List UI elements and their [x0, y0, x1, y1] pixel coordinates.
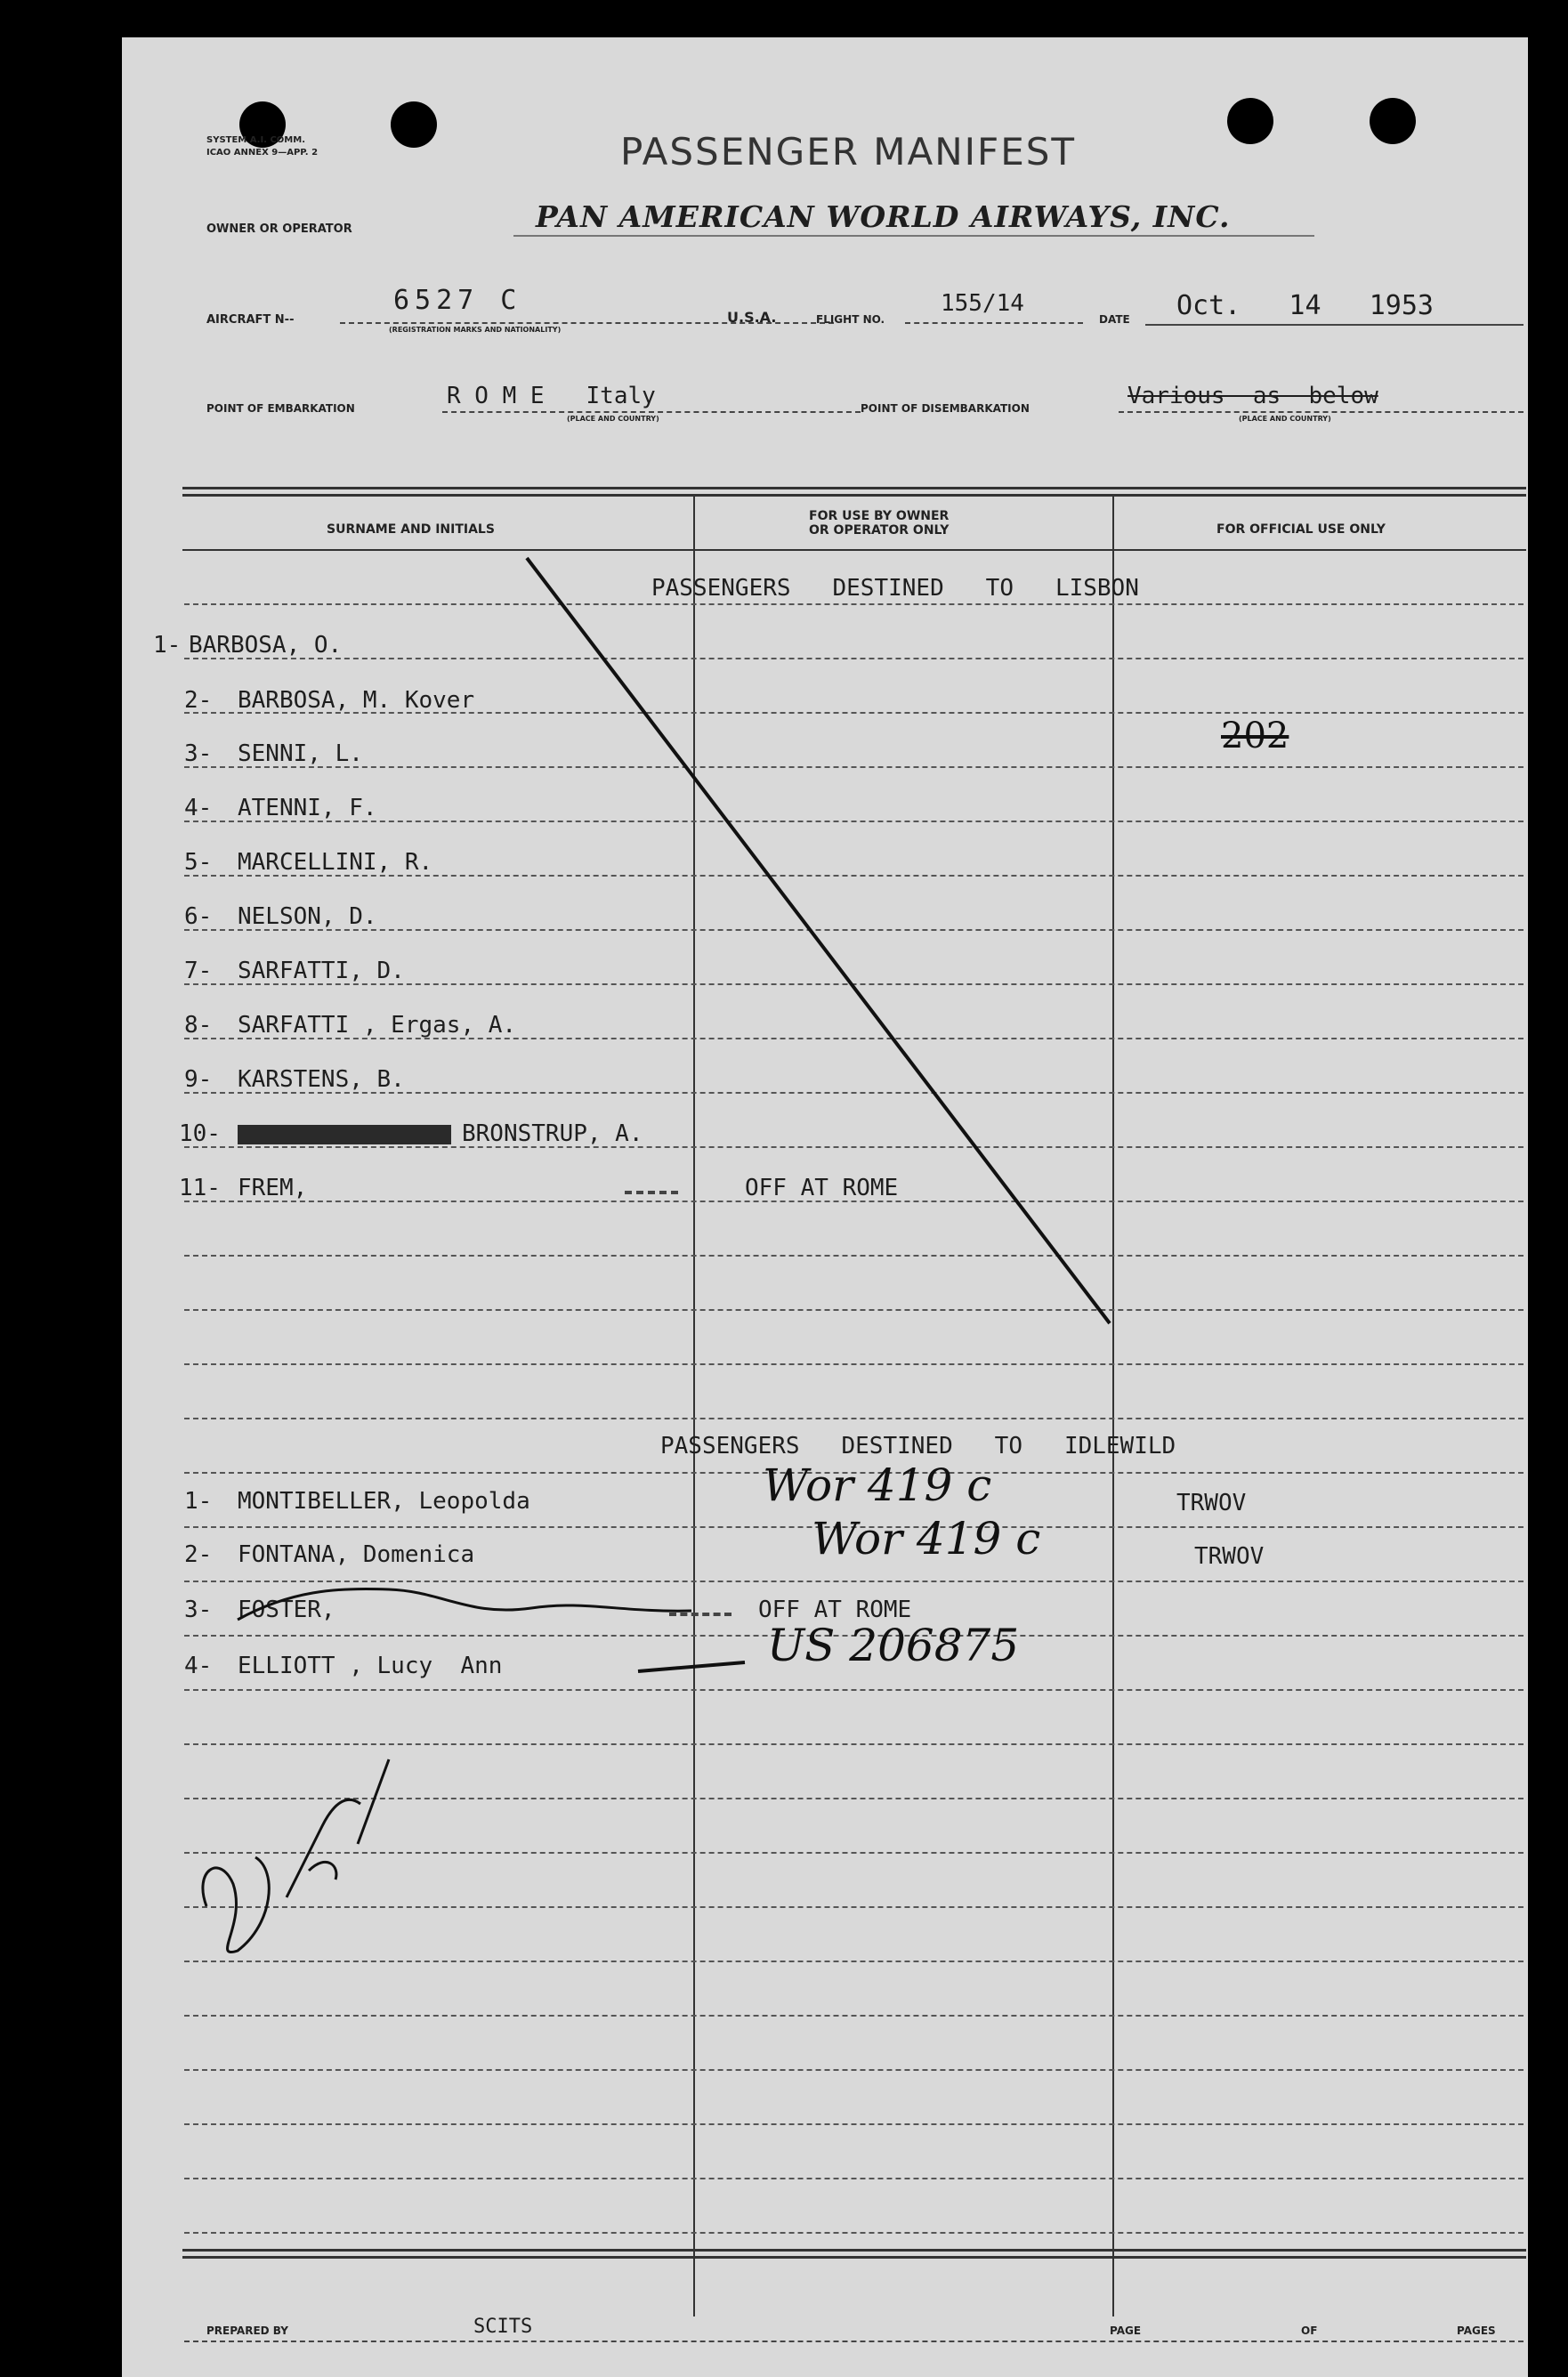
passenger-name: ELLIOTT , Lucy Ann — [238, 1653, 503, 1679]
passenger-num: 1- — [184, 1488, 213, 1515]
manifest-sheet — [122, 37, 1528, 2377]
owner-entry: Wor 419 c — [812, 1513, 1041, 1564]
disembark-value: Various as below — [1128, 383, 1378, 409]
passenger-num: 3- — [184, 1597, 213, 1623]
of-label: OF — [1301, 2324, 1318, 2337]
prepared-label: PREPARED BY — [206, 2324, 288, 2337]
passenger-num: 9- — [184, 1066, 213, 1093]
strike-through-line — [238, 1589, 691, 1620]
date-value: Oct. 14 1953 — [1176, 290, 1434, 321]
passenger-num: 4- — [184, 1653, 213, 1679]
passenger-num: 3- — [184, 740, 213, 767]
flight-label: FLIGHT NO. — [816, 313, 885, 326]
passenger-name: BARBOSA, O. — [189, 632, 343, 659]
passenger-num: 7- — [184, 958, 213, 984]
form-ref-1: SYSTEM A.I. COMM. — [206, 135, 305, 145]
registration-caption: (REGISTRATION MARKS AND NATIONALITY) — [389, 326, 562, 334]
passenger-name: BARBOSA, M. Kover — [238, 687, 475, 714]
place-caption-1: (PLACE AND COUNTRY) — [567, 415, 659, 423]
passenger-name: BRONSTRUP, A. — [462, 1120, 643, 1147]
passenger-num: 11- — [179, 1175, 221, 1201]
form-ref-2: ICAO ANNEX 9—APP. 2 — [206, 148, 319, 158]
pen-marks — [122, 37, 1528, 2377]
lisbon-off-note: OFF AT ROME — [745, 1175, 899, 1201]
passenger-name: FREM, — [238, 1175, 308, 1201]
usa-label: U.S.A. — [727, 309, 777, 326]
passenger-num: 5- — [184, 849, 213, 876]
aircraft-label: AIRCRAFT N-- — [206, 313, 295, 327]
col-surname-header: SURNAME AND INITIALS — [327, 522, 495, 537]
passenger-num: 2- — [184, 687, 213, 714]
date-label: DATE — [1099, 313, 1130, 326]
official-note: 202 — [1221, 716, 1289, 756]
official-entry: TRWOV — [1176, 1490, 1247, 1516]
passenger-num: 4- — [184, 795, 213, 821]
owner-label: OWNER OR OPERATOR — [206, 222, 352, 236]
disembark-label: POINT OF DISEMBARKATION — [861, 402, 1030, 415]
passenger-name: MONTIBELLER, Leopolda — [238, 1488, 530, 1515]
passenger-name: NELSON, D. — [238, 903, 377, 930]
passenger-num: 8- — [184, 1012, 213, 1039]
passenger-name: KARSTENS, B. — [238, 1066, 405, 1093]
owner-entry: Wor 419 c — [763, 1459, 992, 1511]
passenger-num: 10- — [179, 1120, 221, 1147]
prepared-value: SCITS — [473, 2316, 533, 2338]
owner-entry: OFF AT ROME — [758, 1597, 912, 1623]
flight-value: 155/14 — [941, 290, 1024, 317]
owner-value: PAN AMERICAN WORLD AIRWAYS, INC. — [536, 199, 1231, 234]
lisbon-heading: PASSENGERS DESTINED TO LISBON — [651, 575, 1139, 602]
col-owner-header-2: OR OPERATOR ONLY — [809, 523, 950, 538]
passenger-num: 6- — [184, 903, 213, 930]
official-entry: TRWOV — [1194, 1543, 1265, 1570]
pages-label: PAGES — [1457, 2324, 1496, 2337]
passenger-name: SARFATTI , Ergas, A. — [238, 1012, 517, 1039]
embark-label: POINT OF EMBARKATION — [206, 402, 355, 415]
passenger-name: MARCELLINI, R. — [238, 849, 433, 876]
passenger-name: SENNI, L. — [238, 740, 363, 767]
embark-value: R O M E Italy — [447, 383, 656, 409]
diagonal-cancel-line — [527, 558, 1110, 1323]
col-official-header: FOR OFFICIAL USE ONLY — [1216, 522, 1386, 537]
passenger-name: ATENNI, F. — [238, 795, 377, 821]
passenger-name: SARFATTI, D. — [238, 958, 405, 984]
page-label: PAGE — [1110, 2324, 1142, 2337]
aircraft-value: 6527 C — [393, 285, 522, 316]
passenger-name: FOSTER, — [238, 1597, 335, 1623]
place-caption-2: (PLACE AND COUNTRY) — [1239, 415, 1331, 423]
document-title: PASSENGER MANIFEST — [620, 130, 1077, 174]
passenger-name: FONTANA, Domenica — [238, 1541, 475, 1568]
col-owner-header-1: FOR USE BY OWNER — [809, 509, 950, 523]
idlewild-heading: PASSENGERS DESTINED TO IDLEWILD — [660, 1433, 1176, 1459]
owner-entry: US 206875 — [767, 1620, 1020, 1671]
passenger-num: 2- — [184, 1541, 213, 1568]
passenger-num: 1- — [153, 632, 182, 659]
pen-dash — [638, 1662, 745, 1671]
